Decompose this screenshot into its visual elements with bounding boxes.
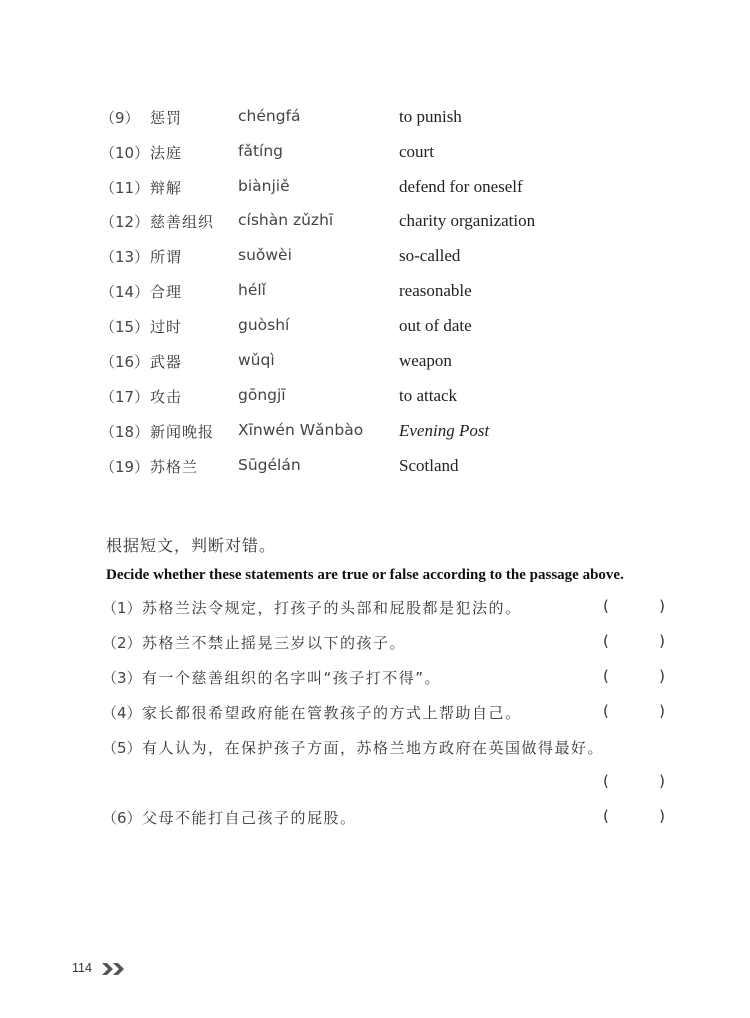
statement-item: （1） 苏格兰法令规定，打孩子的头部和屁股都是犯法的。 ( )	[102, 597, 665, 617]
statement-text: 苏格兰法令规定，打孩子的头部和屁股都是犯法的。	[142, 599, 522, 617]
statement-number: （6）	[102, 809, 142, 827]
vocab-hanzi: 过时	[150, 318, 183, 336]
vocab-hanzi: 法庭	[150, 144, 183, 162]
vocab-number: （13）	[100, 248, 150, 266]
vocab-pinyin: Xīnwén Wǎnbào	[238, 421, 364, 439]
vocab-row	[0, 421, 750, 447]
vocab-english: so-called	[399, 246, 461, 265]
statement-answer-row: ( )	[603, 772, 665, 790]
page-number: 114	[72, 961, 92, 975]
vocab-row	[0, 386, 750, 412]
vocab-row	[0, 351, 750, 377]
vocab-english: reasonable	[399, 281, 472, 300]
vocab-number: （17）	[100, 388, 150, 406]
vocab-hanzi: 慈善组织	[150, 213, 215, 231]
page-footer	[72, 961, 92, 975]
vocab-hanzi: 武器	[150, 353, 183, 371]
vocab-english: Evening Post	[399, 421, 490, 440]
vocab-pinyin: biànjiě	[238, 177, 290, 195]
vocab-number: （19）	[100, 458, 150, 476]
vocab-english: court	[399, 142, 434, 161]
vocab-row	[0, 177, 750, 203]
instruction-english: Decide whether these statements are true or false according to the passage above.	[106, 567, 624, 583]
vocab-number: （12）	[100, 213, 150, 231]
vocab-number: （16）	[100, 353, 150, 371]
vocab-hanzi: 惩罚	[150, 109, 183, 127]
statement-text: 有人认为，在保护孩子方面，苏格兰地方政府在英国做得最好。	[142, 739, 605, 757]
vocab-number: （9）	[100, 109, 140, 127]
vocab-english: out of date	[399, 316, 472, 335]
vocab-number: （15）	[100, 318, 150, 336]
vocab-number: （11）	[100, 179, 150, 197]
vocab-english: charity organization	[399, 211, 536, 230]
vocab-english: defend for oneself	[399, 177, 523, 196]
statement-item: （2） 苏格兰不禁止摇晃三岁以下的孩子。 ( )	[102, 632, 665, 652]
vocab-hanzi: 苏格兰	[150, 458, 199, 476]
vocab-english: Scotland	[399, 456, 459, 475]
vocab-row	[0, 142, 750, 168]
double-chevron-right-icon	[102, 963, 126, 975]
vocab-pinyin: guòshí	[238, 316, 290, 334]
vocab-pinyin: Sūgélán	[238, 456, 301, 474]
statement-item: （6） 父母不能打自己孩子的屁股。 ( )	[102, 807, 665, 827]
vocab-row	[0, 316, 750, 342]
vocab-hanzi: 攻击	[150, 388, 183, 406]
statement-number: （3）	[102, 669, 142, 687]
vocab-pinyin: fǎtíng	[238, 142, 284, 160]
vocab-number: （14）	[100, 283, 150, 301]
vocab-number: （10）	[100, 144, 150, 162]
statement-item: （4） 家长都很希望政府能在管教孩子的方式上帮助自己。 ( )	[102, 702, 665, 722]
instruction-chinese: 根据短文，判断对错。	[106, 536, 277, 555]
vocab-pinyin: wǔqì	[238, 351, 275, 369]
vocab-hanzi: 合理	[150, 283, 183, 301]
vocab-row	[0, 281, 750, 307]
vocab-row	[0, 456, 750, 482]
statement-number: （2）	[102, 634, 142, 652]
statement-item	[0, 737, 750, 763]
statement-number: （1）	[102, 599, 142, 617]
vocab-row	[0, 211, 750, 237]
statement-item: （3） 有一个慈善组织的名字叫“孩子打不得”。 ( )	[102, 667, 665, 687]
vocab-row	[0, 246, 750, 272]
vocab-hanzi: 所谓	[150, 248, 183, 266]
statement-text: 有一个慈善组织的名字叫“孩子打不得”。	[142, 669, 442, 687]
vocab-number: （18）	[100, 423, 150, 441]
vocab-pinyin: gōngjī	[238, 386, 286, 404]
vocab-pinyin: hélǐ	[238, 281, 266, 299]
vocab-pinyin: chéngfá	[238, 107, 301, 125]
vocab-pinyin: suǒwèi	[238, 246, 292, 264]
vocab-english: to punish	[399, 107, 462, 126]
vocab-english: weapon	[399, 351, 452, 370]
statement-text: 苏格兰不禁止摇晃三岁以下的孩子。	[142, 634, 407, 652]
vocab-english: to attack	[399, 386, 458, 405]
vocab-hanzi: 辩解	[150, 179, 183, 197]
statement-text: 父母不能打自己孩子的屁股。	[142, 809, 357, 827]
vocab-hanzi: 新闻晚报	[150, 423, 215, 441]
statement-text: 家长都很希望政府能在管教孩子的方式上帮助自己。	[142, 704, 522, 722]
vocab-row	[0, 107, 750, 133]
statement-number: （5）	[102, 739, 142, 757]
statement-number: （4）	[102, 704, 142, 722]
vocab-pinyin: císhàn zǔzhī	[238, 211, 334, 229]
